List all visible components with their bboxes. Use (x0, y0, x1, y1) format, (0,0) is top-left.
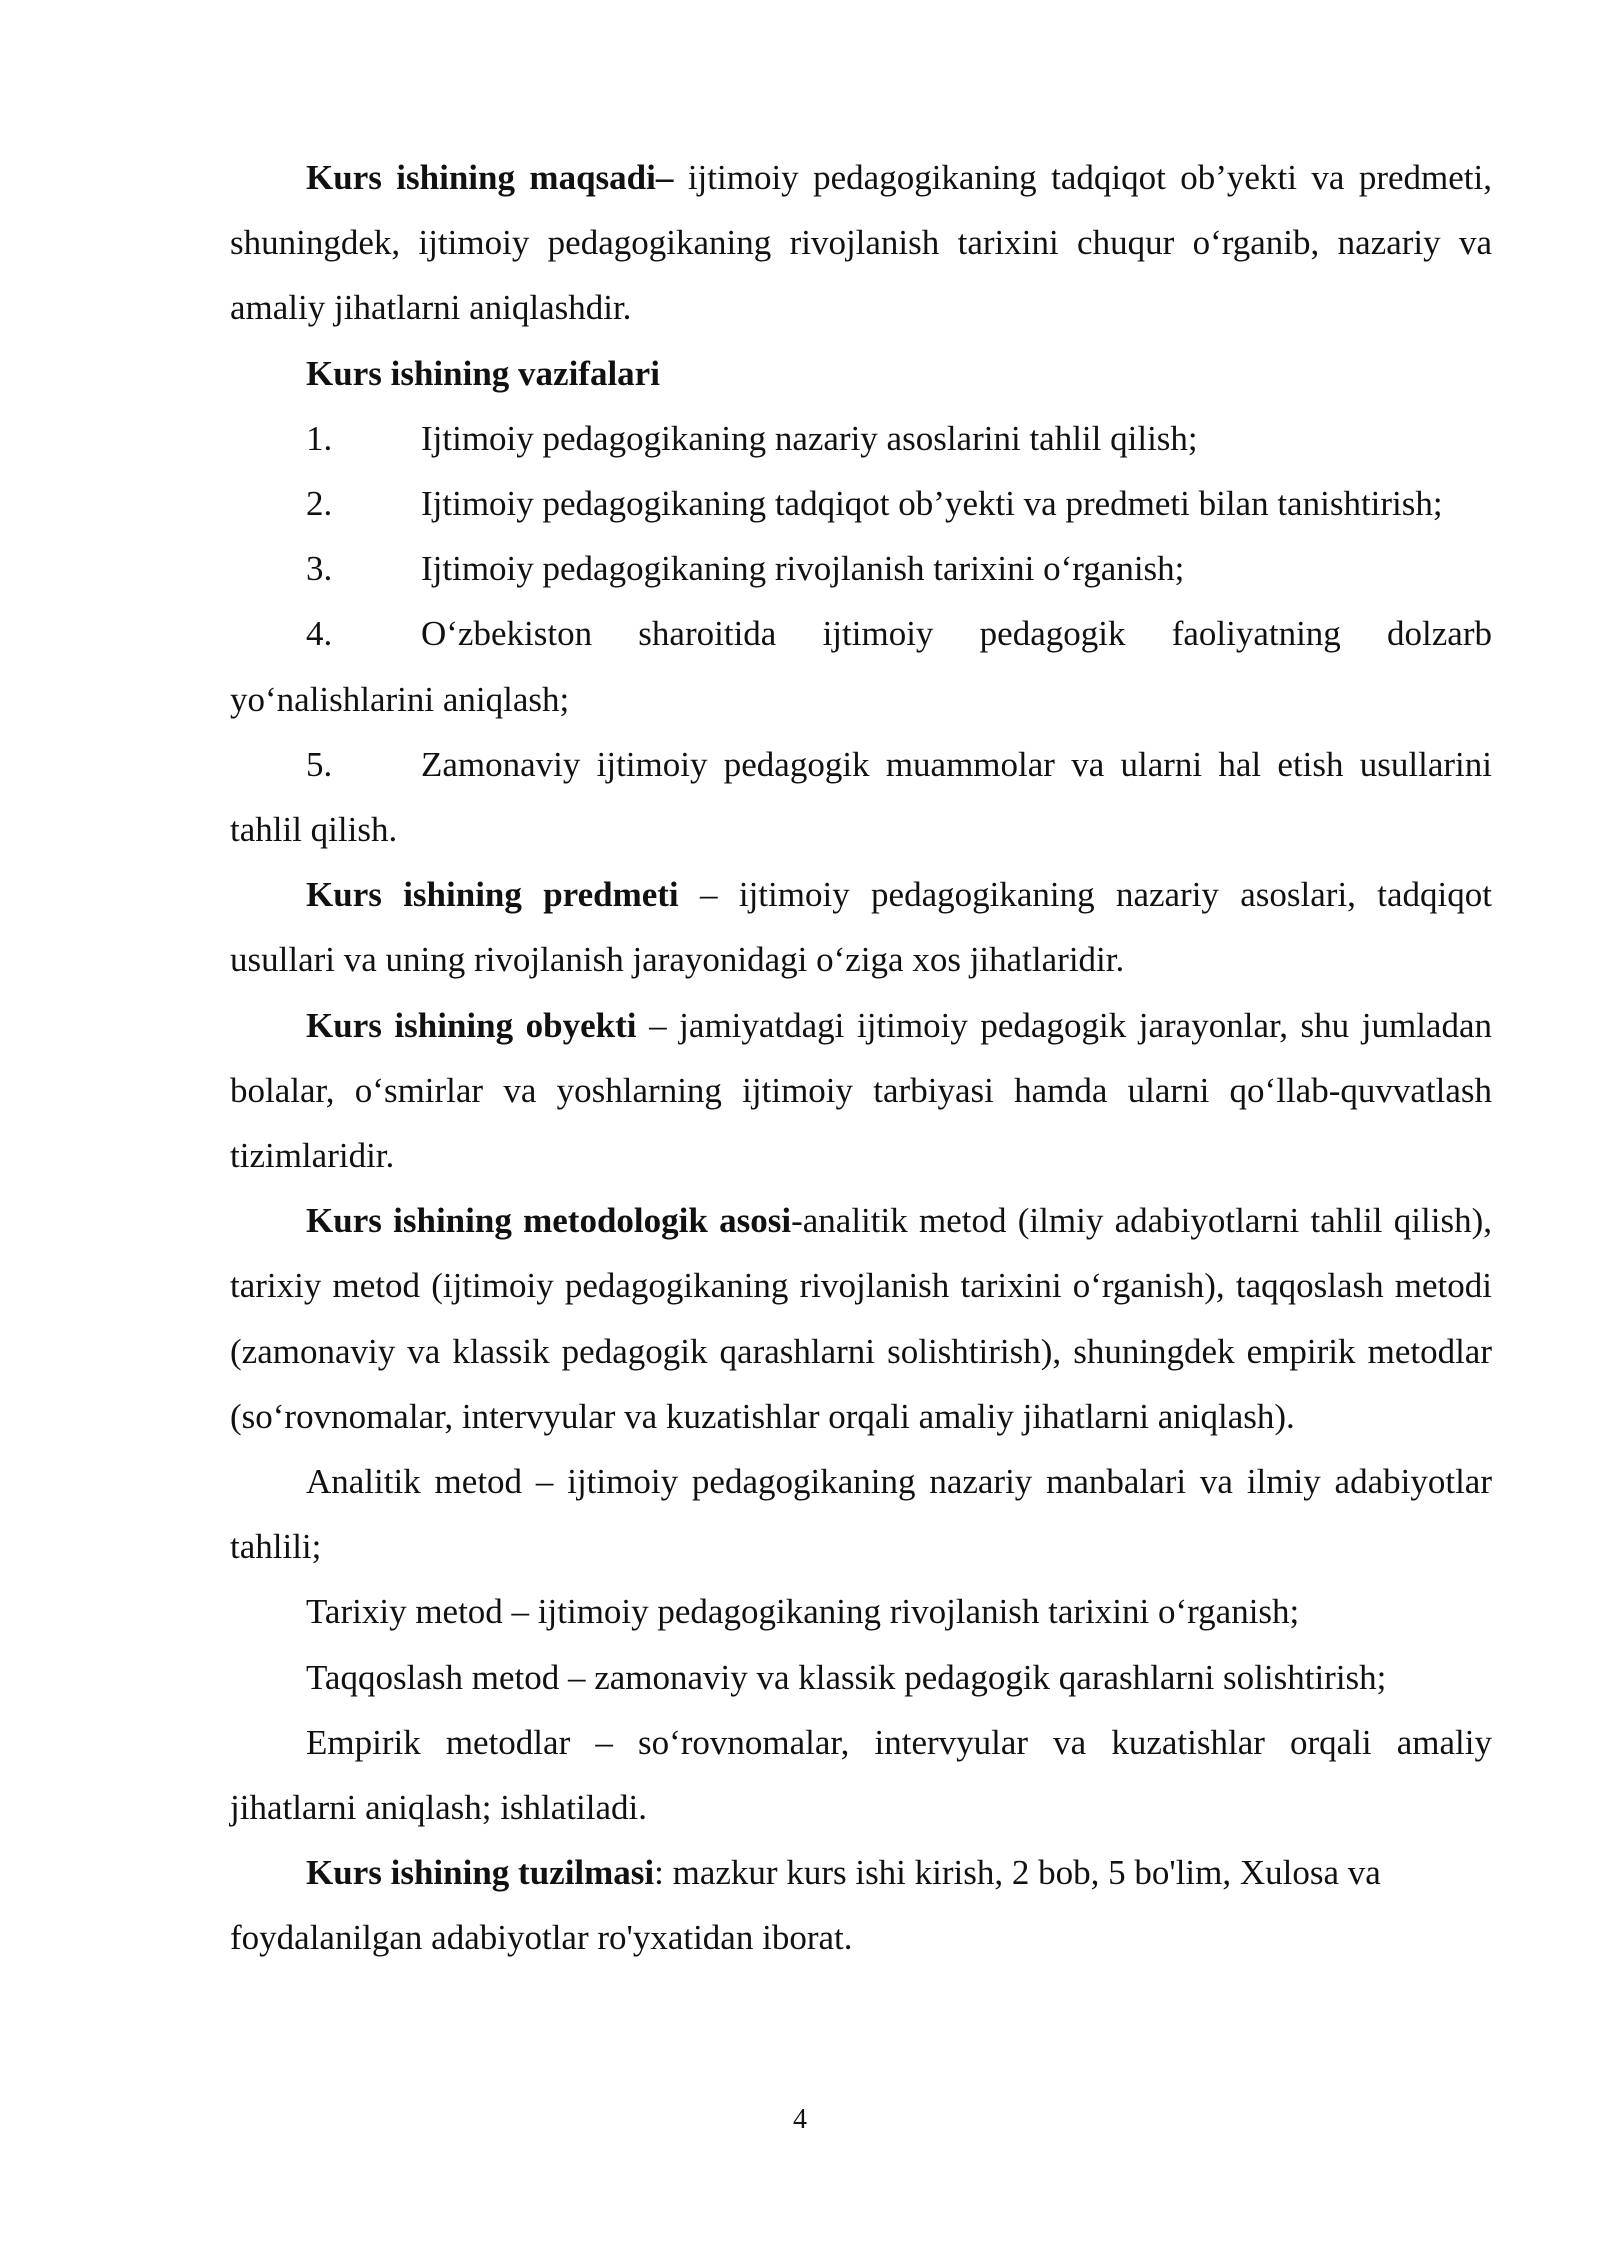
method-historical: Tarixiy metod – ijtimoiy pedagogikaning rivojlanish tarixini o‘rganish; (306, 1592, 1300, 1632)
task-number: 5. (306, 744, 333, 784)
task-item-2 (230, 471, 1492, 536)
task-text: Ijtimoiy pedagogikaning tadqiqot ob’yekti va predmeti bilan tanishtirish; (421, 484, 1443, 524)
tasks-heading: Kurs ishining vazifalari (306, 353, 660, 393)
object-paragraph (230, 993, 1492, 1189)
subject-paragraph (230, 862, 1492, 992)
task-number: 4. (306, 614, 333, 654)
methodology-term: Kurs ishining metodologik asosi (306, 1201, 792, 1241)
method-empirical: Empirik metodlar – so‘rovnomalar, intervyular va kuzatishlar orqali amaliy jihatlarni aniqlash; ishlatiladi. (230, 1722, 1492, 1828)
task-item-3 (230, 536, 1492, 601)
structure-text: : mazkur kurs ishi kirish, 2 bob, 5 bo'lim, Xulosa va foydalanilgan adabiyotlar ro'yxatidan iborat. (230, 1853, 1381, 1958)
goal-term: Kurs ishining maqsadi– (306, 158, 674, 197)
method-analytic: Analitik metod – ijtimoiy pedagogikaning nazariy manbalari va ilmiy adabiyotlar tahlili; (230, 1462, 1492, 1567)
subject-term: Kurs ishining predmeti (306, 875, 679, 915)
task-number: 2. (306, 484, 333, 524)
page-content (230, 145, 1492, 1971)
methodology-paragraph (230, 1188, 1492, 1449)
task-text: Zamonaviy ijtimoiy pedagogik muammolar va ularni hal etish usullarini tahlil qilish. (230, 744, 1492, 850)
task-text: Ijtimoiy pedagogikaning rivojlanish tarixini o‘rganish; (421, 549, 1185, 589)
structure-paragraph (230, 1840, 1492, 1970)
object-text: – jamiyatdagi ijtimoiy pedagogik jarayonlar, shu jumladan bolalar, o‘smirlar va yoshlarning ijtimoiy tarbiyasi hamda ularni qo‘llab-quvvatlash tizimlaridir. (230, 1005, 1492, 1176)
subject-text: – ijtimoiy pedagogikaning nazariy asoslari, tadqiqot usullari va uning rivojlanish jarayonidagi o‘ziga xos jihatlaridir. (230, 875, 1492, 980)
goal-paragraph (230, 145, 1492, 341)
goal-text: ijtimoiy pedagogikaning tadqiqot ob’yekti va predmeti, shuningdek, ijtimoiy pedagogikaning rivojlanish tarixini chuqur o‘rganib, nazariy va amaliy jihatlarni aniqlashdir. (230, 158, 1492, 328)
task-item-1 (230, 406, 1492, 471)
tasks-heading-paragraph (230, 341, 1492, 406)
structure-term: Kurs ishining tuzilmasi (306, 1853, 655, 1893)
object-term: Kurs ishining obyekti (306, 1005, 637, 1045)
method-comparative: Taqqoslash metod – zamonaviy va klassik pedagogik qarashlarni solishtirish; (306, 1657, 1387, 1697)
task-number: 3. (306, 549, 333, 589)
task-text: Ijtimoiy pedagogikaning nazariy asoslarini tahlil qilish; (421, 418, 1198, 458)
task-text: O‘zbekiston sharoitida ijtimoiy pedagogik faoliyatning dolzarb yo‘nalishlarini aniqlash; (230, 614, 1492, 719)
task-item-4 (230, 601, 1492, 731)
task-item-5 (230, 732, 1492, 862)
task-number: 1. (306, 418, 333, 458)
methodology-text: -analitik metod (ilmiy adabiyotlarni tahlil qilish), tarixiy metod (ijtimoiy pedagogikaning rivojlanish tarixini o‘rganish), taqqoslash metodi (zamonaviy va klassik pedagogik qarashlarni solishtirish), shuningdek empirik metodlar (so‘rovnomalar, intervyular va kuzatishlar orqali amaliy jihatlarni aniqlash). (230, 1201, 1492, 1436)
page-number: 4 (793, 2104, 807, 2135)
